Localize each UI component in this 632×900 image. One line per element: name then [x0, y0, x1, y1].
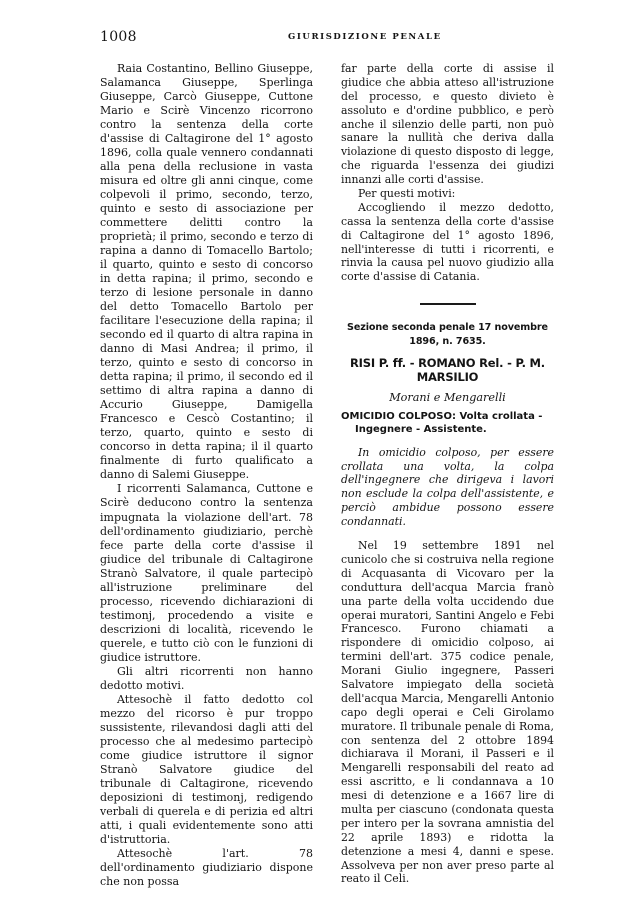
paragraph: Per questi motivi:: [358, 187, 456, 201]
case-subject: OMICIDIO COLPOSO: Volta crollata - Ingegnere - Assistente.: [341, 410, 543, 435]
paragraph: far parte della corte di assise il giudice che abbia atteso all'istruzione del processo, e questo divieto è assoluto e d'ordine pubblico, e però anche il silenzio delle parti, non può sanare la nullità che deriva dalla violazione di questo disposto di legge, che riguarda l'essenza dei giudizi innanzi alle corti d'assise.: [341, 62, 554, 187]
paragraph: Attesochè il fatto dedotto col mezzo del ricorso è pur troppo sussistente, rilevandosi dagli atti del processo che al medesimo partecipò come giudice istruttore il signor Stranò Salvatore giudice del tribunale di Caltagirone, ricevendo deposizioni di testimonj, redigendo verbali di querela e di perizia ed altri atti, i quali evidentemente sono atti d'istruttoria.: [100, 692, 313, 846]
case-section-date: Sezione seconda penale 17 novembre 1896, n. 7635.: [347, 322, 548, 348]
left-column: [100, 62, 313, 889]
paragraph: Nel 19 settembre 1891 nel cunicolo che si costruiva nella regione di Acquasanta di Vicovaro per la conduttura dell'acqua Marcia franò una parte della volta uccidendo due operai muratori, Santini Angelo e Febi Francesco. Furono chiamati a rispondere di omicidio colposo, ai termini dell'art. 375 codice penale, Morani Giulio ingegnere, Passeri Salvatore impiegato della società dell'acqua Marcia, Mengarelli Antonio capo degli operai e Celi Girolamo muratore. Il tribunale penale di Roma, con sentenza del 2 ottobre 1894 dichiarava il Morani, il Passeri e il Mengarelli responsabili del reato ad essi ascritto, e li condannava a 10 mesi di detenzione e a 1667 lire di multa per ciascuno (condonata questa per intero per la sovrana amnistia del 22 aprile 1893) e ridotta la detenzione a mesi 4, danni e spese. Assolveva per non aver preso parte al reato il Celi.: [341, 539, 555, 886]
page-number: 1008: [100, 29, 137, 45]
paragraph: Gli altri ricorrenti non hanno dedotto motivi.: [100, 664, 313, 692]
paragraph: Raia Costantino, Bellino Giuseppe, Salamanca Giuseppe, Sperlinga Giuseppe, Carcò Giuseppe, Cuttone Mario e Scirè Vincenzo ricorrono contro la sentenza della corte d'assise di Caltagirone del 1° agosto 1896, colla quale vennero condannati alla pena della reclusione in vasta misura ed oltre gli anni cinque, come colpevoli il primo, secondo, terzo, quinto e sesto di associazione per commettere delitti contro la proprietà; il primo, secondo e terzo di rapina a danno di Tomacello Bartolo; il quarto, quinto e sesto di concorso in detta rapina; il primo, secondo e terzo di lesione personale in danno del detto Tomacello Bartolo per facilitare l'esecuzione della rapina; il secondo ed il quarto di altra rapina in danno di Masi Andrea; il primo, il terzo, quinto e sesto di concorso in detta rapina; il primo, il secondo ed il settimo di altra rapina a danno di Accurio Giuseppe, Damigella Francesco e Cescò Costantino; il terzo, quarto, quinto e sesto di concorso in detta rapina; il il quarto finalmente di furto qualificato a danno di Salemi Giuseppe.: [100, 62, 313, 482]
case-court-composition: RISI P. ff. - ROMANO Rel. - P. M. MARSILIO: [350, 356, 545, 384]
page-header: [100, 30, 512, 44]
case-parties: Morani e Mengarelli: [389, 390, 506, 404]
section-divider: [420, 303, 476, 305]
paragraph: Attesochè l'art. 78 dell'ordinamento giudiziario dispone che non possa: [100, 846, 313, 888]
paragraph: Accogliendo il mezzo dedotto, cassa la sentenza della corte d'assise di Caltagirone del 1° agosto 1896, nell'interesse di tutti i ricorrenti, e rinvia la causa pel nuovo giudizio alla corte d'assise di Catania.: [341, 200, 554, 284]
case-maxim: In omicidio colposo, per essere crollata una volta, la colpa dell'ingegnere che dirigeva i lavori non esclude la colpa dell'assistente, e perciò ambidue possono essere condannati.: [341, 445, 554, 529]
right-column: [341, 62, 554, 886]
running-title: GIURISDIZIONE PENALE: [288, 32, 442, 42]
paragraph: I ricorrenti Salamanca, Cuttone e Scirè deducono contro la sentenza impugnata la violazione dell'art. 78 dell'ordinamento giudiziario, perchè fece parte della corte d'assise il giudice del tribunale di Caltagirone Stranò Salvatore, il quale partecipò all'istruzione preliminare del processo, ricevendo dichiarazioni di testimonj, procedendo a visite e descrizioni di località, ricevendo le querele, e tutto ciò con le funzioni di giudice istruttore.: [100, 482, 313, 664]
